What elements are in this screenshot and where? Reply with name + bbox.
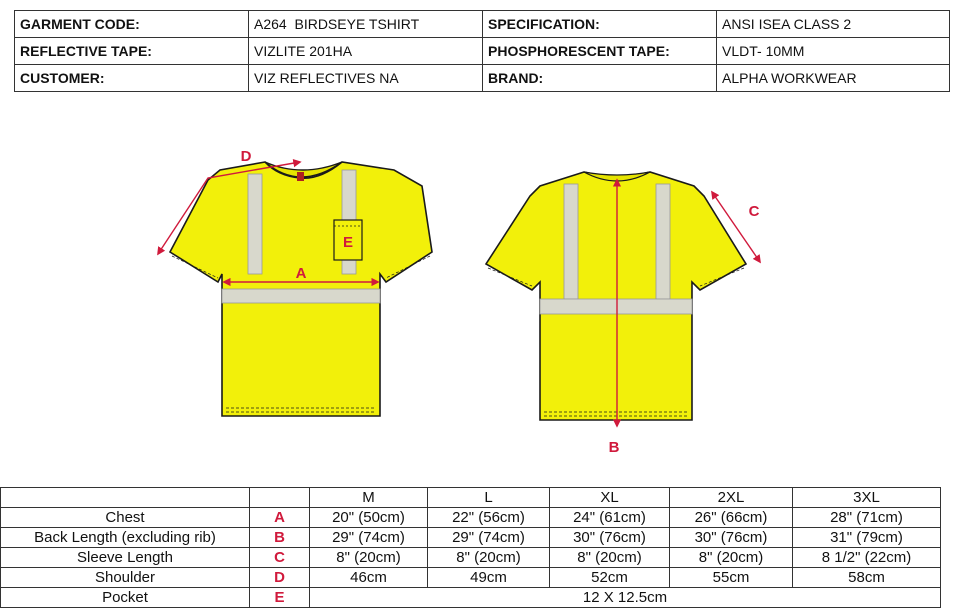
measure-value: 8" (20cm): [550, 548, 670, 568]
back-tape-left: [564, 184, 578, 299]
measure-name: Back Length (excluding rib): [1, 528, 250, 548]
measure-label-e: E: [342, 234, 354, 251]
spec-table: [14, 10, 950, 92]
spec-row: [15, 11, 950, 38]
spec-row: [15, 38, 950, 65]
measure-value: 49cm: [428, 568, 550, 588]
front-neck-label: [297, 172, 304, 181]
measure-value: 24" (61cm): [550, 508, 670, 528]
measure-code: C: [250, 548, 310, 568]
measure-code: B: [250, 528, 310, 548]
measure-label-a: A: [295, 265, 307, 282]
measure-name: Pocket: [1, 588, 250, 608]
measure-value: 8 1/2" (22cm): [793, 548, 941, 568]
measure-value: 22" (56cm): [428, 508, 550, 528]
spec-label-phosphorescent-tape: PHOSPHORESCENT TAPE:: [483, 38, 717, 65]
back-tshirt: [486, 172, 746, 420]
measure-code: E: [250, 588, 310, 608]
measure-value: 8" (20cm): [670, 548, 793, 568]
back-tape-horizontal: [540, 299, 692, 314]
spec-label-brand: BRAND:: [483, 65, 717, 92]
measure-code: D: [250, 568, 310, 588]
spec-value-specification: ANSI ISEA CLASS 2: [717, 11, 950, 38]
size-header-2xl: 2XL: [670, 488, 793, 508]
measure-value-span: 12 X 12.5cm: [310, 588, 941, 608]
spec-label-reflective-tape: REFLECTIVE TAPE:: [15, 38, 249, 65]
measure-value: 58cm: [793, 568, 941, 588]
measure-value: 29" (74cm): [428, 528, 550, 548]
spec-value-garment-code: A264 BIRDSEYE TSHIRT: [249, 11, 483, 38]
size-header-xl: XL: [550, 488, 670, 508]
measure-code: A: [250, 508, 310, 528]
back-tape-right: [656, 184, 670, 299]
size-chart-table: [0, 487, 941, 608]
blank-cell: [250, 488, 310, 508]
size-header-3xl: 3XL: [793, 488, 941, 508]
measure-value: 30" (76cm): [670, 528, 793, 548]
measure-value: 20" (50cm): [310, 508, 428, 528]
measure-label-c: C: [748, 203, 760, 220]
back-body: [486, 172, 746, 420]
spec-value-reflective-tape: VIZLITE 201HA: [249, 38, 483, 65]
measure-value: 8" (20cm): [310, 548, 428, 568]
measure-value: 26" (66cm): [670, 508, 793, 528]
spec-label-customer: CUSTOMER:: [15, 65, 249, 92]
spec-label-specification: SPECIFICATION:: [483, 11, 717, 38]
table-row: [1, 588, 941, 608]
size-header-row: [1, 488, 941, 508]
measure-value: 30" (76cm): [550, 528, 670, 548]
measure-value: 29" (74cm): [310, 528, 428, 548]
spec-value-customer: VIZ REFLECTIVES NA: [249, 65, 483, 92]
measure-name: Sleeve Length: [1, 548, 250, 568]
table-row: [1, 508, 941, 528]
measure-name: Shoulder: [1, 568, 250, 588]
measure-label-b: B: [608, 439, 620, 456]
spec-value-phosphorescent-tape: VLDT- 10MM: [717, 38, 950, 65]
measure-value: 28" (71cm): [793, 508, 941, 528]
front-tshirt: [170, 162, 432, 416]
spec-row: [15, 65, 950, 92]
spec-value-brand: ALPHA WORKWEAR: [717, 65, 950, 92]
size-header-l: L: [428, 488, 550, 508]
table-row: [1, 548, 941, 568]
measure-value: 46cm: [310, 568, 428, 588]
garment-drawing: [0, 100, 960, 470]
blank-cell: [1, 488, 250, 508]
front-tape-horizontal: [222, 289, 380, 303]
measure-name: Chest: [1, 508, 250, 528]
measure-value: 8" (20cm): [428, 548, 550, 568]
table-row: [1, 528, 941, 548]
table-row: [1, 568, 941, 588]
spec-label-garment-code: GARMENT CODE:: [15, 11, 249, 38]
size-header-m: M: [310, 488, 428, 508]
measure-label-d: D: [240, 148, 252, 165]
measure-value: 31" (79cm): [793, 528, 941, 548]
measure-value: 55cm: [670, 568, 793, 588]
front-tape-left: [248, 174, 262, 274]
measure-value: 52cm: [550, 568, 670, 588]
